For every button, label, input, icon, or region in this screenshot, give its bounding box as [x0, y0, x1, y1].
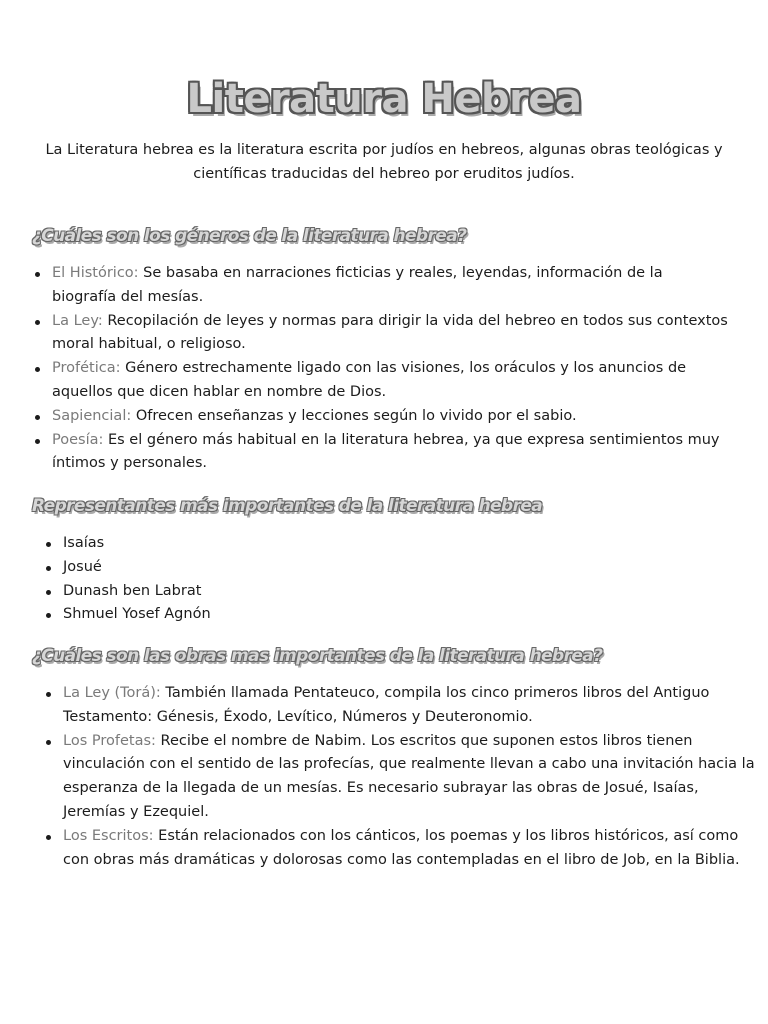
works-heading: ¿Cuáles son las obras mas importantes de la literatura hebrea? [32, 646, 603, 666]
item-term: Los Escritos: [63, 827, 154, 844]
item-term: El Histórico: [52, 265, 139, 281]
genres-heading: ¿Cuáles son los géneros de la literatura hebrea? [32, 226, 467, 246]
representatives-list [63, 532, 723, 627]
item-text: Dunash ben Labrat [63, 582, 202, 599]
item-term: La Ley (Torá): [63, 685, 161, 701]
bullet-icon [35, 320, 40, 325]
bullet-icon [35, 272, 40, 277]
item-text: También llamada Pentateuco, compila los cinco primeros libros del Antiguo Testamento: Génesis, Éxodo, Levítico, Números y Deuteronomio. [63, 685, 710, 725]
list-item [63, 532, 723, 556]
item-text: Género estrechamente ligado con las visiones, los oráculos y los anuncios de aquellos que dicen hablar en nombre de Dios. [52, 360, 687, 400]
bullet-icon [46, 590, 51, 595]
item-term: La Ley: [52, 312, 103, 329]
item-term: Los Profetas: [63, 732, 156, 749]
list-item [52, 405, 728, 429]
bullet-icon [35, 439, 40, 444]
genres-list [52, 262, 728, 476]
item-text: Shmuel Yosef Agnón [63, 606, 211, 623]
list-item [52, 429, 728, 477]
bullet-icon [46, 835, 51, 840]
item-text: Están relacionados con los cánticos, los poemas y los libros históricos, así como con obras más dramáticas y dolorosas como las contempladas en el libro de Job, en la Biblia. [63, 827, 740, 868]
item-text: Josué [63, 558, 102, 575]
list-item [63, 825, 759, 873]
item-text: Isaías [63, 535, 105, 551]
intro-paragraph: La Literatura hebrea es la literatura escrita por judíos en hebreos, algunas obras teológicas y científicas traducidas del hebreo por eruditos judíos. [45, 142, 723, 182]
bullet-icon [35, 367, 40, 372]
list-item [63, 682, 759, 730]
representatives-heading: Representantes más importantes de la literatura hebrea [32, 496, 543, 516]
item-text: Ofrecen enseñanzas y lecciones según lo vivido por el sabio. [131, 407, 577, 424]
item-term: Sapiencial: [52, 407, 132, 424]
item-text: Se basaba en narraciones ficticias y reales, leyendas, información de la biografía del mesías. [52, 265, 663, 305]
list-item [63, 730, 759, 825]
item-term: Profética: [52, 360, 121, 377]
item-text: Recopilación de leyes y normas para dirigir la vida del hebreo en todos sus contextos moral habitual, o religioso. [52, 312, 728, 353]
list-item [52, 262, 728, 310]
bullet-icon [35, 415, 40, 420]
page-title: Literatura Hebrea [186, 76, 582, 122]
bullet-icon [46, 566, 51, 571]
list-item [63, 556, 723, 580]
list-item [52, 357, 728, 405]
list-item [52, 310, 728, 358]
item-text: Es el género más habitual en la literatura hebrea, ya que expresa sentimientos muy íntimos y personales. [52, 431, 720, 472]
item-text: Recibe el nombre de Nabim. Los escritos que suponen estos libros tienen vinculación con el sentido de las profecías, que realmente llevan a cabo una invitación hacia la esperanza de la llegada de un mesías. Es necesario subrayar las obras de Josué, Isaías, Jeremías y Ezequiel. [63, 732, 755, 820]
item-term: Poesía: [52, 431, 104, 448]
bullet-icon [46, 692, 51, 697]
bullet-icon [46, 542, 51, 547]
bullet-icon [46, 740, 51, 745]
bullet-icon [46, 613, 51, 618]
works-list [63, 682, 759, 872]
list-item [63, 580, 723, 604]
list-item [63, 603, 723, 627]
